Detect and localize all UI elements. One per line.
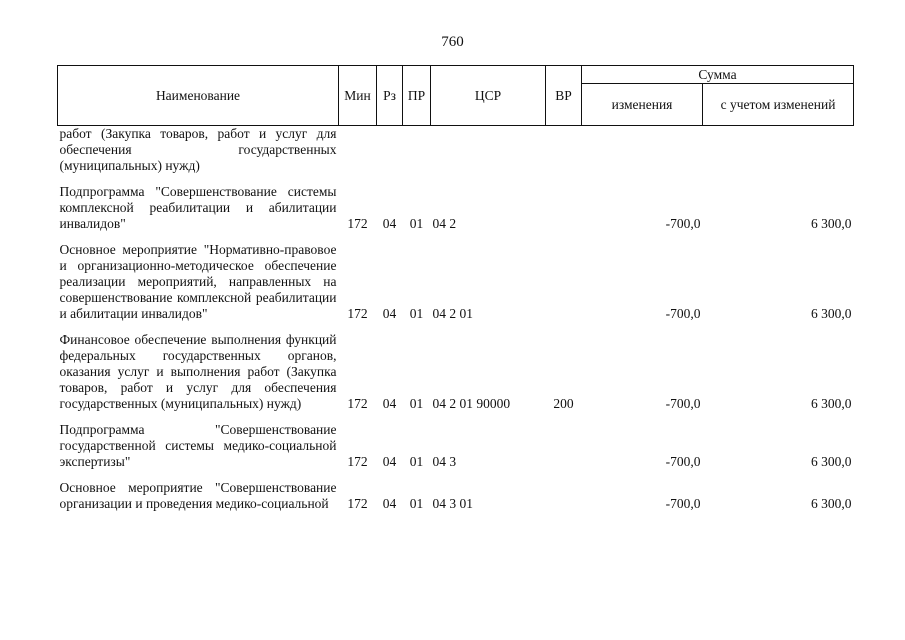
table-row — [58, 470, 854, 512]
row-rz: 04 — [382, 396, 397, 411]
header-with-changes: с учетом изменений — [703, 84, 854, 126]
row-pr: 01 — [409, 454, 424, 469]
row-vr — [546, 174, 582, 232]
row-total: 6 300,0 — [811, 396, 852, 411]
row-name: Подпрограмма "Совершенствование государственной системы медико-социальной экспертизы" — [59, 422, 337, 469]
row-name: Подпрограмма "Совершенствование системы комплексной реабилитации и абилитации инвалидов" — [59, 184, 337, 231]
header-vr: ВР — [546, 66, 582, 126]
row-change: -700,0 — [665, 454, 701, 469]
row-name: Финансовое обеспечение выполнения функций федеральных государственных органов, оказания услуг и выполнения работ (Закупка товаров, работ и услуг для обеспечения государственных (муниципальных) нужд) — [59, 332, 337, 411]
table-row — [58, 412, 854, 470]
row-rz: 04 — [382, 454, 397, 469]
row-vr — [546, 470, 582, 512]
row-min: 172 — [347, 306, 368, 321]
header-csr: ЦСР — [431, 66, 546, 126]
row-change: -700,0 — [665, 496, 701, 511]
table-body — [58, 126, 854, 513]
row-min — [339, 126, 377, 175]
table-row — [58, 232, 854, 322]
row-csr: 04 2 — [432, 216, 457, 231]
header-sum: Сумма — [582, 66, 854, 84]
row-pr: 01 — [409, 396, 424, 411]
row-pr: 01 — [409, 496, 424, 511]
header-min: Мин — [339, 66, 377, 126]
table-header — [58, 66, 854, 126]
row-csr: 04 3 01 — [432, 496, 473, 511]
row-rz — [377, 126, 403, 175]
row-change: -700,0 — [665, 216, 701, 231]
row-total: 6 300,0 — [811, 216, 852, 231]
page-number: 760 — [441, 34, 464, 50]
row-csr: 04 2 01 — [432, 306, 473, 321]
row-rz: 04 — [382, 216, 397, 231]
row-total: 6 300,0 — [811, 454, 852, 469]
row-name: Основное мероприятие "Совершенствование организации и проведения медико-социальной — [59, 480, 337, 511]
row-rz: 04 — [382, 496, 397, 511]
header-name: Наименование — [58, 66, 339, 126]
row-min: 172 — [347, 216, 368, 231]
header-changes: изменения — [582, 84, 703, 126]
row-pr: 01 — [409, 216, 424, 231]
row-csr — [431, 126, 546, 175]
row-name: Основное мероприятие "Нормативно-правовое и организационно-методическое обеспечение реализации мероприятий, направленных на совершенствование комплексной реабилитации и абилитации инвалидов" — [59, 242, 337, 321]
header-rz: Рз — [377, 66, 403, 126]
row-change: -700,0 — [665, 396, 701, 411]
row-pr — [403, 126, 431, 175]
table-row — [58, 322, 854, 412]
row-min: 172 — [347, 454, 368, 469]
row-vr: 200 — [553, 396, 574, 411]
header-pr: ПР — [403, 66, 431, 126]
row-vr — [546, 126, 582, 175]
row-csr: 04 2 01 90000 — [432, 396, 511, 411]
row-vr — [546, 232, 582, 322]
row-total — [703, 126, 854, 175]
row-total: 6 300,0 — [811, 496, 852, 511]
table-row — [58, 126, 854, 175]
row-min: 172 — [347, 396, 368, 411]
row-csr: 04 3 — [432, 454, 457, 469]
row-vr — [546, 412, 582, 470]
row-rz: 04 — [382, 306, 397, 321]
row-name: работ (Закупка товаров, работ и услуг для обеспечения государственных (муниципальных) нужд) — [59, 126, 337, 173]
row-total: 6 300,0 — [811, 306, 852, 321]
table-row — [58, 174, 854, 232]
row-min: 172 — [347, 496, 368, 511]
row-change: -700,0 — [665, 306, 701, 321]
budget-table — [57, 65, 854, 512]
row-change — [582, 126, 703, 175]
row-pr: 01 — [409, 306, 424, 321]
